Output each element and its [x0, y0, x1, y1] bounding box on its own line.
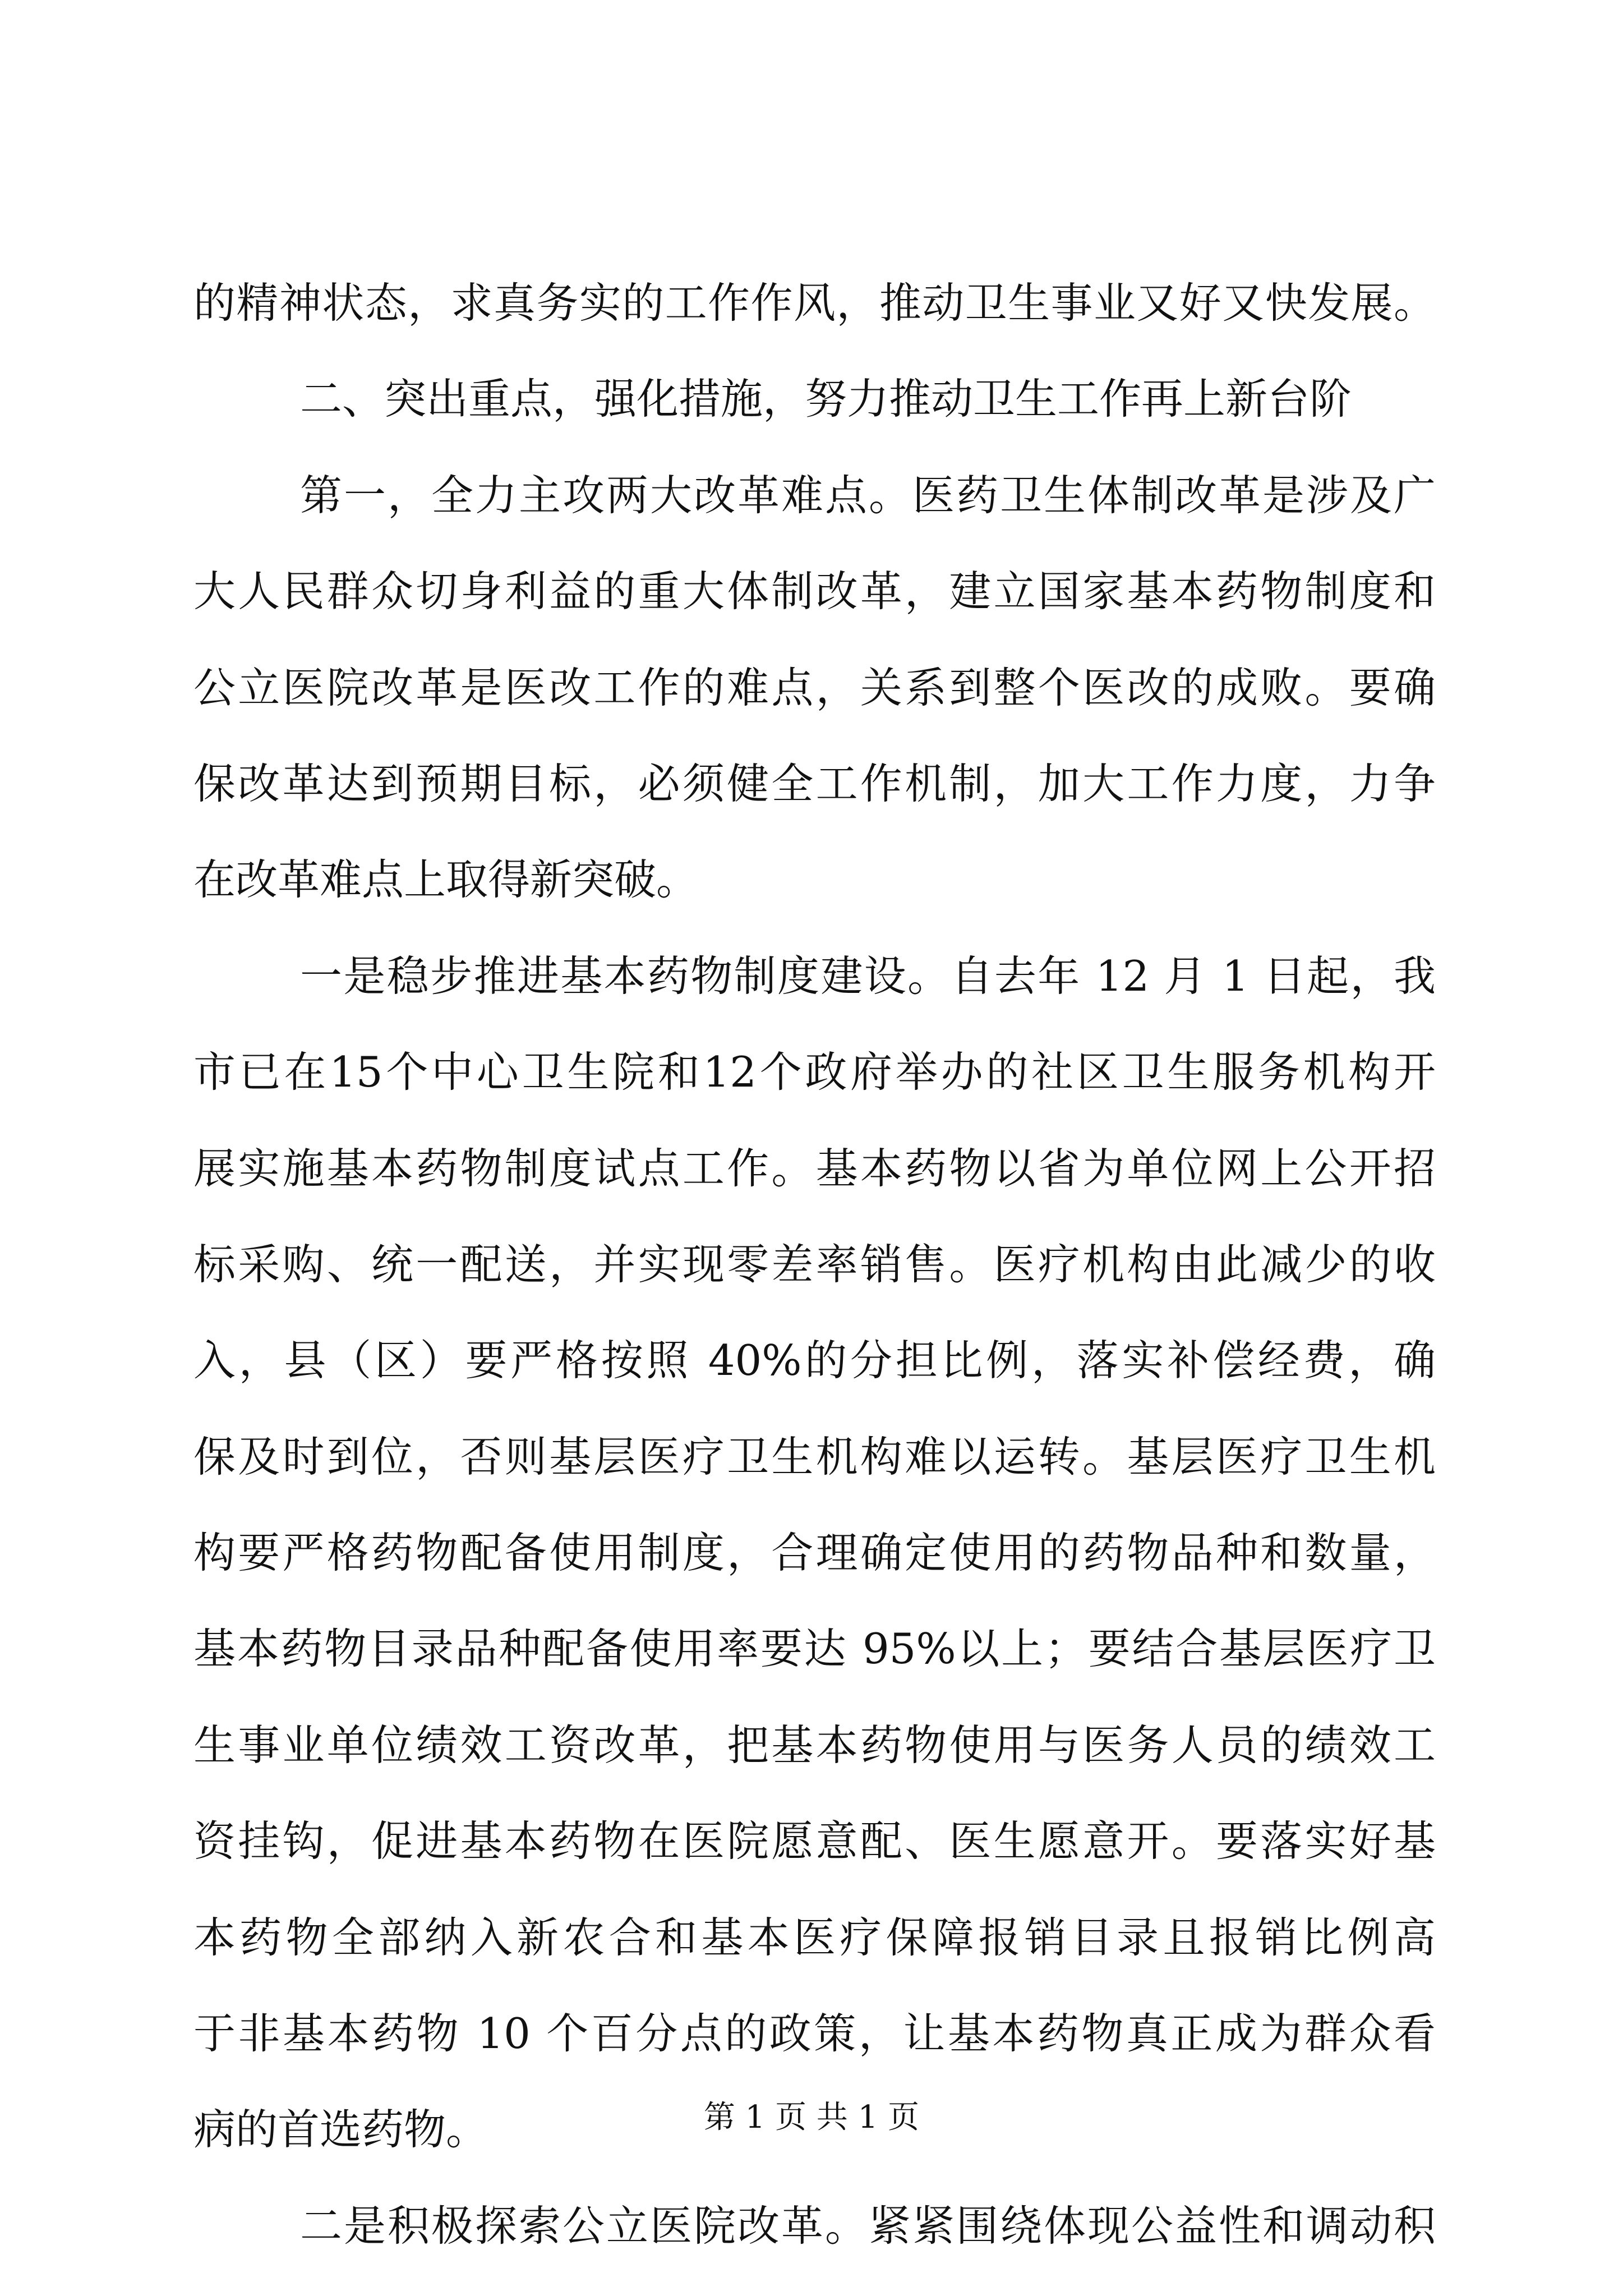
text-line: 保及时到位，否则基层医疗卫生机构难以运转。基层医疗卫生机 [193, 1432, 1436, 1481]
text-line: 构要严格药物配备使用制度，合理确定使用的药物品种和数量， [193, 1528, 1436, 1578]
text-line: 市已在15个中心卫生院和12个政府举办的社区卫生服务机构开 [193, 1047, 1436, 1097]
text-line: 在改革难点上取得新突破。 [193, 855, 699, 905]
page-number-footer: 第 1 页 共 1 页 [703, 2099, 920, 2136]
text-line: 保改革达到预期目标，必须健全工作机制，加大工作力度，力争 [193, 758, 1436, 808]
text-line: 入，县（区）要严格按照 40%的分担比例，落实补偿经费，确 [193, 1336, 1436, 1386]
text-line: 第一，全力主攻两大改革难点。医药卫生体制改革是涉及广 [300, 470, 1436, 520]
text-line: 于非基本药物 10 个百分点的政策，让基本药物真正成为群众看 [193, 2009, 1436, 2059]
text-line: 的精神状态，求真务实的工作作风，推动卫生事业又好又快发展。 [193, 278, 1436, 328]
section-heading: 二、突出重点，强化措施，努力推动卫生工作再上新台阶 [300, 374, 1352, 424]
text-line: 大人民群众切身利益的重大体制改革，建立国家基本药物制度和 [193, 567, 1436, 616]
text-line: 二是积极探索公立医院改革。紧紧围绕体现公益性和调动积 [300, 2201, 1436, 2251]
text-line: 病的首选药物。 [193, 2105, 488, 2155]
text-line: 生事业单位绩效工资改革，把基本药物使用与医务人员的绩效工 [193, 1720, 1436, 1770]
text-line: 展实施基本药物制度试点工作。基本药物以省为单位网上公开招 [193, 1143, 1436, 1193]
text-line: 本药物全部纳入新农合和基本医疗保障报销目录且报销比例高 [193, 1912, 1436, 1962]
text-line: 基本药物目录品种配备使用率要达 95%以上；要结合基层医疗卫 [193, 1624, 1436, 1674]
text-line: 一是稳步推进基本药物制度建设。自去年 12 月 1 日起，我 [300, 951, 1436, 1001]
text-line: 资挂钩，促进基本药物在医院愿意配、医生愿意开。要落实好基 [193, 1816, 1436, 1866]
document-body [193, 255, 1436, 2274]
text-line: 公立医院改革是医改工作的难点，关系到整个医改的成败。要确 [193, 662, 1436, 712]
text-line: 标采购、统一配送，并实现零差率销售。医疗机构由此减少的收 [193, 1239, 1436, 1289]
